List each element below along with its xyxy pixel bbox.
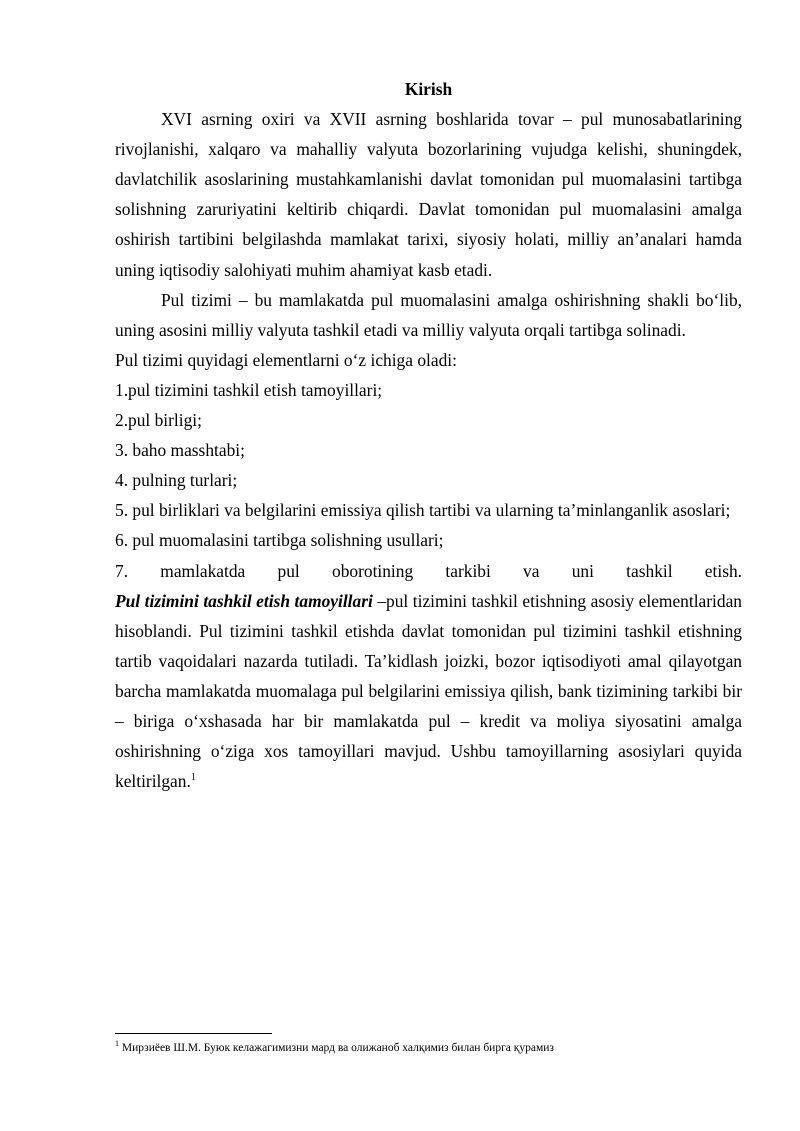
footnote xyxy=(115,1041,742,1056)
intro-paragraph: XVI asrning oxiri va XVII asrning boshlarida tovar – pul munosabatlarining rivojlanishi, xalqaro va mahalliy valyuta bozorlarining vujudga kelishi, shuningdek, davlatchilik asoslarining mustahkamlanishi davlat tomonidan pul muomalasini tartibga solishning zaruriyatini keltirib chiqardi. Davlat tomonidan pul muomalasini amalga oshirish tartibini belgilashda mamlakat tarixi, siyosiy holati, milliy an’analari hamda uning iqtisodiy salohiyati muhim ahamiyat kasb etadi. xyxy=(115,109,742,280)
document-page xyxy=(115,74,742,796)
principles-paragraph xyxy=(115,586,742,797)
definition-paragraph: Pul tizimi – bu mamlakatda pul muomalasini amalga oshirishning shakli bo‘lib, uning asosini milliy valyuta tashkil etadi va milliy valyuta orqali tartibga solinadi. xyxy=(115,289,742,340)
list-item: 6. pul muomalasini tartibga solishning usullari; xyxy=(115,530,444,551)
document-title: Kirish xyxy=(404,79,453,99)
list-item: 3. baho masshtabi; xyxy=(115,440,245,461)
list-intro: Pul tizimi quyidagi elementlarni o‘z ichiga oladi: xyxy=(115,349,457,370)
list-item: 1.pul tizimini tashkil etish tamoyillari; xyxy=(115,379,383,400)
principles-emphasis: Pul tizimini tashkil etish tamoyillari xyxy=(115,590,373,611)
footnote-number: 1 xyxy=(115,1039,119,1049)
list-item: 2.pul birligi; xyxy=(115,410,202,431)
footnote-reference[interactable]: 1 xyxy=(190,772,196,784)
list-item: 5. pul birliklari va belgilarini emissiya qilish tartibi va ularning ta’minlanganlik asoslari; xyxy=(115,500,731,521)
list-item: 7. mamlakatda pul oborotining tarkibi va uni tashkil etish. xyxy=(115,560,742,581)
footnote-text: Мирзиёев Ш.М. Буюк келажагимизни мард ва олижаноб халқимиз билан бирга қурамиз xyxy=(119,1042,554,1054)
principles-text: –pul tizimini tashkil etishning asosiy elementlaridan hisoblandi. Pul tizimini tashkil etishda davlat tomonidan pul tizimini tashkil etishning tartib vaqoidalari nazarda tutiladi. Ta’kidlash joizki, bozor iqtisodiyoti amal qilayotgan barcha mamlakatda muomalaga pul belgilarini emissiya qilish, bank tizimining tarkibi bir – biriga o‘xshasada har bir mamlakatda pul – kredit va moliya siyosatini amalga oshirishning o‘ziga xos tamoyillari mavjud. Ushbu tamoyillarning asosiylari quyida keltirilgan. xyxy=(115,590,742,792)
footnote-separator xyxy=(115,1033,272,1034)
list-item: 4. pulning turlari; xyxy=(115,470,238,491)
